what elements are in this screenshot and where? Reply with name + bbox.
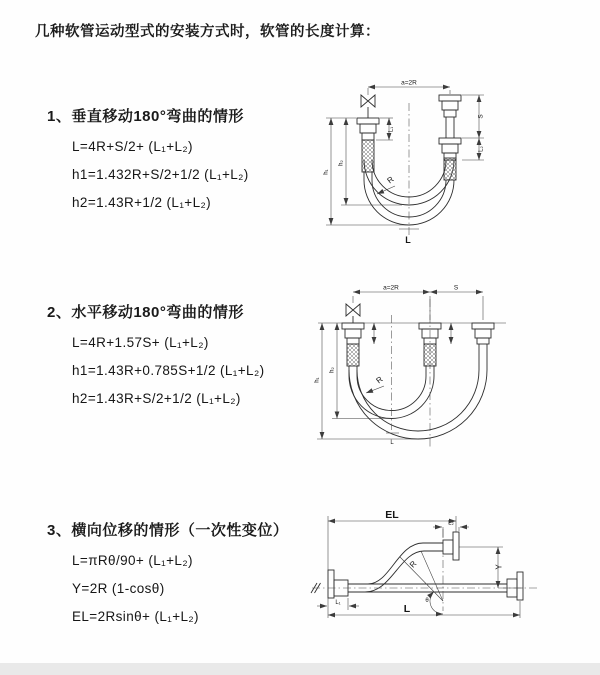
dim-label-el: EL	[385, 509, 399, 521]
dim-label-h2: h₂	[338, 160, 345, 166]
section-lateral-displacement	[47, 521, 317, 631]
formula-line: h1=1.432R+S/2+1/2 (L₁+L₂)	[72, 167, 249, 182]
dim-label-l: L	[390, 440, 394, 446]
dim-label-r: R	[407, 559, 419, 570]
page-bottom-edge	[0, 663, 600, 675]
section-3-heading: 3、横向位移的情形（一次性变位）	[47, 522, 289, 539]
dim-label-l1: L₁	[335, 600, 341, 606]
section-vertical-movement	[47, 107, 317, 217]
dim-label-l2: L₂	[478, 146, 485, 152]
dim-label-h1: h₁	[323, 169, 330, 175]
valve-icon	[346, 304, 360, 316]
formula-line: L=4R+1.57S+ (L₁+L₂)	[72, 335, 209, 350]
dim-label-h2: h₂	[329, 367, 336, 373]
flange-fitting-fixed	[342, 323, 364, 329]
formula-line: h2=1.43R+1/2 (L₁+L₂)	[72, 195, 212, 210]
diagram-horizontal-180-bend	[310, 280, 600, 475]
section-horizontal-movement	[47, 303, 317, 413]
dimension-lines	[315, 285, 484, 448]
dim-label-h1: h₁	[314, 377, 321, 383]
dim-label-theta: θ	[425, 598, 429, 604]
diagram-vertical-180-bend	[310, 70, 600, 265]
dim-label-y: Y	[494, 564, 504, 570]
formula-line: Y=2R (1-cosθ)	[72, 581, 165, 596]
flange-right	[517, 572, 523, 600]
flange-left	[328, 570, 334, 598]
dim-label-s: S	[477, 114, 485, 119]
section-1-heading: 1、垂直移动180°弯曲的情形	[47, 108, 244, 125]
dim-label-a2r: a=2R	[383, 284, 399, 292]
flange-fitting-lower	[439, 138, 461, 144]
section-2-heading: 2、水平移动180°弯曲的情形	[47, 304, 244, 321]
dim-label-s: S	[453, 284, 459, 292]
braided-section	[444, 158, 456, 180]
flange-fitting-pos2	[472, 323, 494, 329]
diagram-lateral-displacement	[300, 498, 600, 645]
formula-line: EL=2Rsinθ+ (L₁+L₂)	[72, 609, 199, 624]
dim-label-l: L	[405, 235, 411, 245]
formula-line: L=πRθ/90+ (L₁+L₂)	[72, 553, 193, 568]
flange-fitting-upper	[439, 95, 461, 101]
hose-s-curve	[348, 543, 443, 584]
formula-line: L=4R+S/2+ (L₁+L₂)	[72, 139, 193, 154]
braided-section	[347, 344, 359, 366]
dim-label-a2r: a=2R	[401, 79, 417, 87]
page-title: 几种软管运动型式的安装方式时，软管的长度计算：	[35, 24, 380, 40]
dim-label-l1: L₁	[388, 126, 395, 133]
flange-fitting	[357, 118, 379, 124]
dim-label-l2: L₂	[448, 520, 454, 527]
flange-upper	[453, 532, 459, 560]
dim-label-l: L	[403, 603, 411, 615]
dim-label-r: R	[385, 174, 396, 186]
formula-line: h1=1.43R+0.785S+1/2 (L₁+L₂)	[72, 363, 265, 378]
hose-arc-pos2	[349, 370, 487, 439]
dimension-lines	[324, 80, 485, 246]
valve-icon	[361, 95, 375, 107]
dimension-lines	[312, 509, 540, 618]
dim-label-r: R	[374, 374, 385, 386]
formula-line: h2=1.43R+S/2+1/2 (L₁+L₂)	[72, 391, 241, 406]
